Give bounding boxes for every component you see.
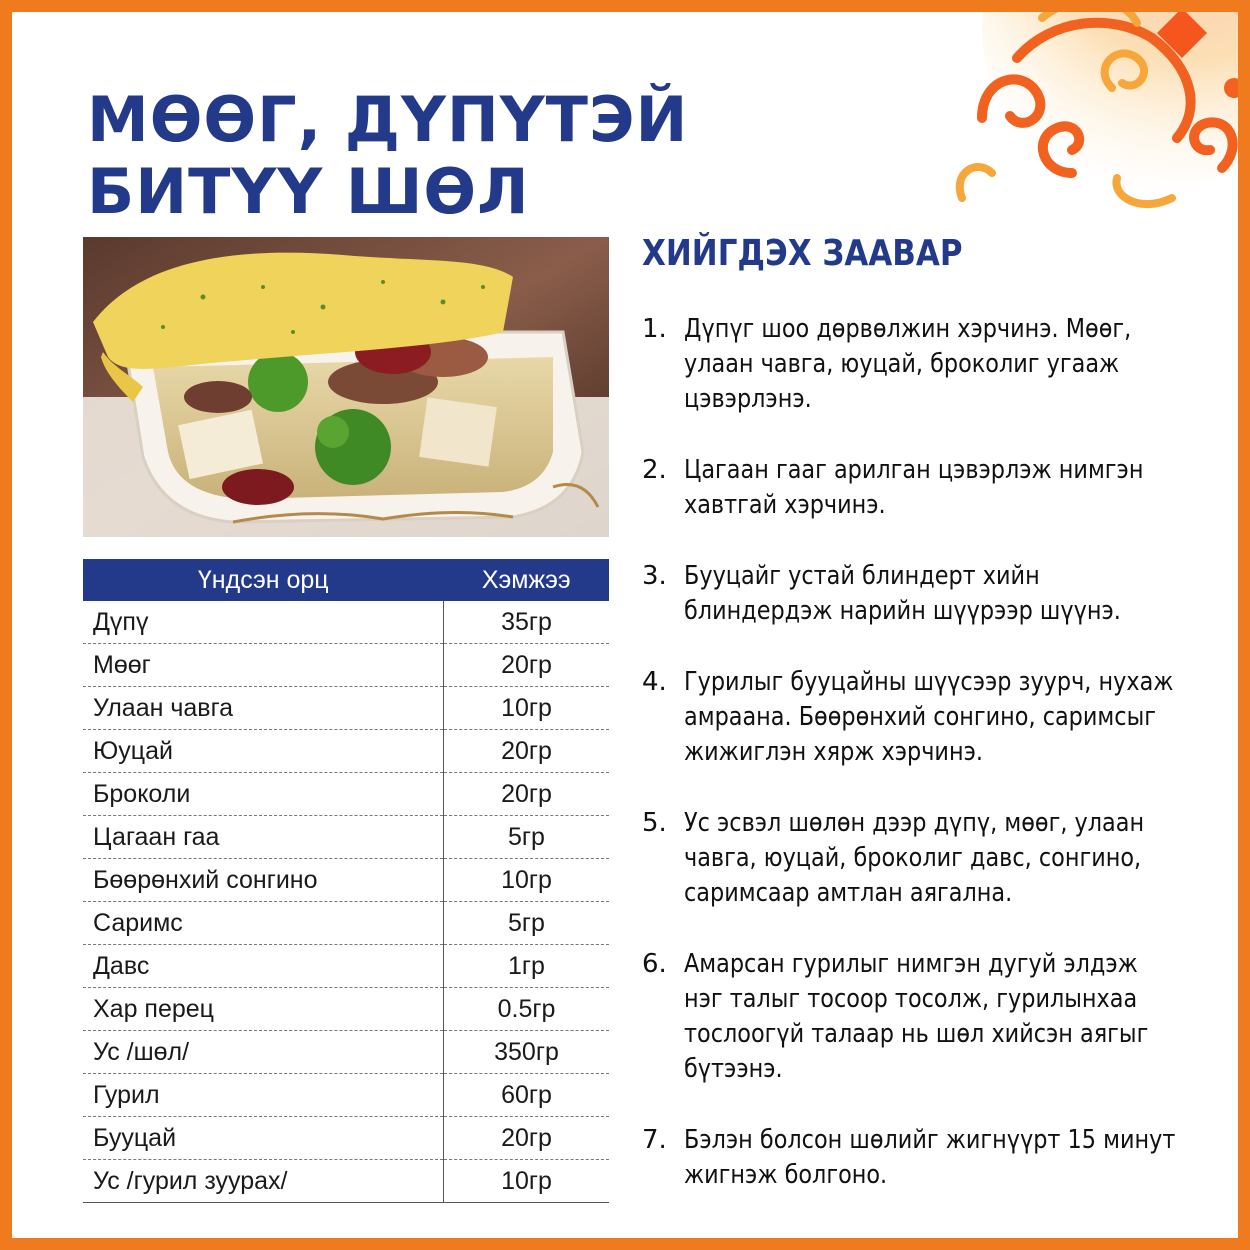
- table-row: [83, 1160, 609, 1203]
- step-text: [684, 665, 1217, 770]
- ingredient-name: Бууцай: [83, 1117, 444, 1160]
- instructions-heading: ХИЙГДЭХ ЗААВАР: [642, 233, 963, 274]
- ingredient-name: Гурил: [83, 1074, 444, 1117]
- title-line-2: БИТҮҮ ШӨЛ: [87, 155, 530, 228]
- step-line: цэвэрлэнэ.: [684, 384, 812, 414]
- step-line: Бэлэн болсон шөлийг жигнүүрт 15 минут: [684, 1125, 1176, 1155]
- step-line: саримсаар амтлан аягална.: [684, 878, 1013, 908]
- recipe-page: [12, 12, 1238, 1238]
- ingredient-amount: 5гр: [444, 902, 610, 945]
- table-row: [83, 816, 609, 859]
- step-number: 1.: [642, 314, 667, 344]
- ornament-decoration: [922, 12, 1238, 218]
- ingredients-table: [83, 559, 609, 1203]
- step-line: нэг талыг тосоор тосолж, гурилынхаа: [684, 984, 1138, 1014]
- step-line: Цагаан гааг арилган цэвэрлэж нимгэн: [684, 455, 1144, 485]
- title-line-1: МӨӨГ, ДҮПҮТЭЙ: [87, 83, 689, 156]
- step-line: Амарсан гурилыг нимгэн дугуй элдэж: [684, 949, 1138, 979]
- instruction-step: [642, 665, 1232, 770]
- ingredient-amount: 20гр: [444, 1117, 610, 1160]
- header-amount: Хэмжээ: [444, 559, 610, 601]
- ingredient-name: Броколи: [83, 773, 444, 816]
- step-line: тослоогүй талаар нь шөл хийсэн аягыг: [684, 1019, 1149, 1049]
- step-text: [684, 1123, 1217, 1193]
- ingredient-name: Цагаан гаа: [83, 816, 444, 859]
- ingredient-amount: 5гр: [444, 816, 610, 859]
- ingredient-name: Улаан чавга: [83, 687, 444, 730]
- step-number: 2.: [642, 455, 667, 485]
- ingredient-name: Саримс: [83, 902, 444, 945]
- step-number: 4.: [642, 667, 667, 697]
- ingredient-amount: 20гр: [444, 644, 610, 687]
- step-text: [684, 559, 1217, 629]
- table-row: [83, 988, 609, 1031]
- table-row: [83, 945, 609, 988]
- step-line: жигнэж болгоно.: [684, 1160, 888, 1190]
- ingredient-name: Хар перец: [83, 988, 444, 1031]
- step-number: 7.: [642, 1125, 667, 1155]
- step-text: [684, 806, 1217, 911]
- step-text: [684, 312, 1217, 417]
- step-line: чавга, юуцай, броколиг давс, сонгино,: [684, 843, 1142, 873]
- instruction-step: [642, 806, 1232, 911]
- ingredient-name: Давс: [83, 945, 444, 988]
- ingredient-name: Дүпү: [83, 601, 444, 644]
- step-number: 3.: [642, 561, 667, 591]
- step-line: Дүпүг шоо дөрвөлжин хэрчинэ. Мөөг,: [684, 314, 1132, 344]
- instruction-step: [642, 947, 1232, 1087]
- table-row: [83, 1117, 609, 1160]
- ingredient-amount: 10гр: [444, 687, 610, 730]
- instruction-step: [642, 559, 1232, 629]
- table-row: [83, 687, 609, 730]
- ingredient-amount: 10гр: [444, 1160, 610, 1203]
- table-row: [83, 859, 609, 902]
- step-line: хавтгай хэрчинэ.: [684, 490, 886, 520]
- step-line: бүтээнэ.: [684, 1054, 783, 1084]
- ingredient-amount: 350гр: [444, 1031, 610, 1074]
- ingredient-name: Ус /шөл/: [83, 1031, 444, 1074]
- ingredient-amount: 1гр: [444, 945, 610, 988]
- ingredient-amount: 10гр: [444, 859, 610, 902]
- table-row: [83, 773, 609, 816]
- ingredients-body: [83, 601, 609, 1203]
- ingredient-name: Бөөрөнхий сонгино: [83, 859, 444, 902]
- ingredient-amount: 35гр: [444, 601, 610, 644]
- table-row: [83, 730, 609, 773]
- recipe-title: [87, 84, 688, 228]
- step-number: 6.: [642, 949, 667, 979]
- step-line: амраана. Бөөрөнхий сонгино, саримсыг: [684, 702, 1156, 732]
- instructions-list: [642, 312, 1232, 1229]
- step-number: 5.: [642, 808, 667, 838]
- instruction-step: [642, 1123, 1232, 1193]
- step-line: Бууцайг устай блиндерт хийн: [684, 561, 1040, 591]
- ingredient-name: Ус /гурил зуурах/: [83, 1160, 444, 1203]
- step-line: улаан чавга, юуцай, броколиг угааж: [684, 349, 1120, 379]
- table-row: [83, 902, 609, 945]
- ingredient-name: Юуцай: [83, 730, 444, 773]
- step-line: блиндердэж нарийн шүүрээр шүүнэ.: [684, 596, 1121, 626]
- ingredient-amount: 20гр: [444, 773, 610, 816]
- table-row: [83, 1031, 609, 1074]
- table-row: [83, 1074, 609, 1117]
- instruction-step: [642, 453, 1232, 523]
- step-line: Ус эсвэл шөлөн дээр дүпү, мөөг, улаан: [684, 808, 1145, 838]
- table-row: [83, 644, 609, 687]
- ingredients-header-row: [83, 559, 609, 601]
- header-ingredient: Үндсэн орц: [83, 559, 444, 601]
- ingredient-amount: 60гр: [444, 1074, 610, 1117]
- table-row: [83, 601, 609, 644]
- ingredient-amount: 0.5гр: [444, 988, 610, 1031]
- step-text: [684, 453, 1217, 523]
- step-line: жижиглэн хярж хэрчинэ.: [684, 737, 983, 767]
- soup-photo: [83, 237, 609, 537]
- ingredient-name: Мөөг: [83, 644, 444, 687]
- step-line: Гурилыг бууцайны шүүсээр зуурч, нухаж: [684, 667, 1174, 697]
- ingredient-amount: 20гр: [444, 730, 610, 773]
- step-text: [684, 947, 1217, 1087]
- instruction-step: [642, 312, 1232, 417]
